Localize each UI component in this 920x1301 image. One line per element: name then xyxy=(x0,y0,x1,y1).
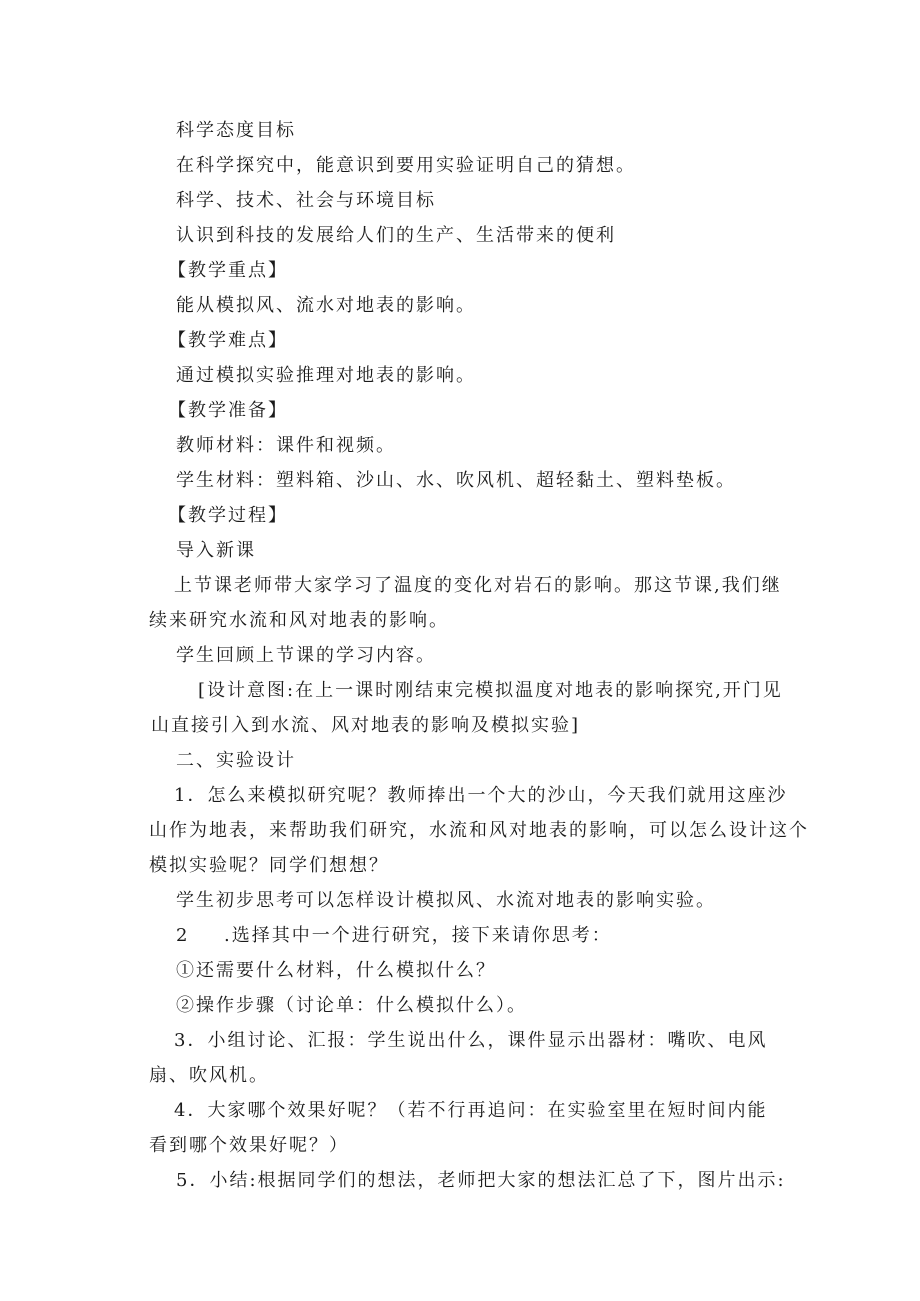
item-1-line-3: 模拟实验呢？同学们想想？ xyxy=(149,855,389,876)
intro-paragraph-line-2: 续来研究水流和风对地表的影响。 xyxy=(149,610,449,631)
intro-paragraph-line-1: 上节课老师带大家学习了温度的变化对岩石的影响。那这节课,我们继 xyxy=(174,575,782,596)
attitude-text: 在科学探究中，能意识到要用实验证明自己的猜想。 xyxy=(176,155,636,176)
student-materials: 学生材料：塑料箱、沙山、水、吹风机、超轻黏土、塑料垫板。 xyxy=(176,470,736,491)
design-intent-line-2: 山直接引入到水流、风对地表的影响及模拟实验] xyxy=(151,715,581,736)
item-1-response: 学生初步思考可以怎样设计模拟风、水流对地表的影响实验。 xyxy=(176,890,716,911)
item-4 xyxy=(149,1093,796,1163)
section-2-heading: 二、实验设计 xyxy=(176,750,296,771)
document-body xyxy=(149,113,809,1198)
design-intent-line-1: [设计意图:在上一课时刚结束完模拟温度对地表的影响探究,开门见 xyxy=(198,680,783,701)
item-3-line-2: 扇、吹风机。 xyxy=(149,1065,269,1086)
item-4-line-2: 看到哪个效果好呢？） xyxy=(149,1135,349,1156)
focus-heading: 【教学重点】 xyxy=(168,260,288,281)
item-1 xyxy=(149,778,809,883)
prep-heading: 【教学准备】 xyxy=(168,400,288,421)
difficulty-text: 通过模拟实验推理对地表的影响。 xyxy=(176,365,476,386)
item-2-sub-1: ①还需要什么材料，什么模拟什么？ xyxy=(176,960,496,981)
item-3-line-1: 3．小组讨论、汇报：学生说出什么，课件显示出器材：嘴吹、电风 xyxy=(174,1030,768,1051)
sts-text: 认识到科技的发展给人们的生产、生活带来的便利 xyxy=(176,225,616,246)
item-4-line-1: 4．大家哪个效果好呢？（若不行再追问：在实验室里在短时间内能 xyxy=(174,1100,768,1121)
focus-text: 能从模拟风、流水对地表的影响。 xyxy=(176,295,476,316)
item-2-number: 2 xyxy=(176,925,190,946)
attitude-heading: 科学态度目标 xyxy=(176,120,296,141)
item-2 xyxy=(176,918,796,953)
design-intent xyxy=(151,673,796,743)
item-2-sub-2: ②操作步骤（讨论单：什么模拟什么）。 xyxy=(176,995,527,1016)
process-heading: 【教学过程】 xyxy=(168,505,288,526)
teacher-materials: 教师材料：课件和视频。 xyxy=(176,435,396,456)
item-1-line-1: 1．怎么来模拟研究呢？教师捧出一个大的沙山，今天我们就用这座沙 xyxy=(174,785,788,806)
sts-heading: 科学、技术、社会与环境目标 xyxy=(176,190,436,211)
intro-paragraph xyxy=(149,568,796,638)
item-3 xyxy=(149,1023,796,1093)
intro-heading: 导入新课 xyxy=(176,540,256,561)
difficulty-heading: 【教学难点】 xyxy=(168,330,288,351)
item-1-line-2: 山作为地表，来帮助我们研究，水流和风对地表的影响，可以怎么设计这个 xyxy=(149,820,809,841)
item-5-line-1: 5．小结:根据同学们的想法，老师把大家的想法汇总了下，图片出示: xyxy=(176,1170,786,1191)
intro-review: 学生回顾上节课的学习内容。 xyxy=(176,645,436,666)
item-2-text: .选择其中一个进行研究，接下来请你思考： xyxy=(224,925,612,946)
